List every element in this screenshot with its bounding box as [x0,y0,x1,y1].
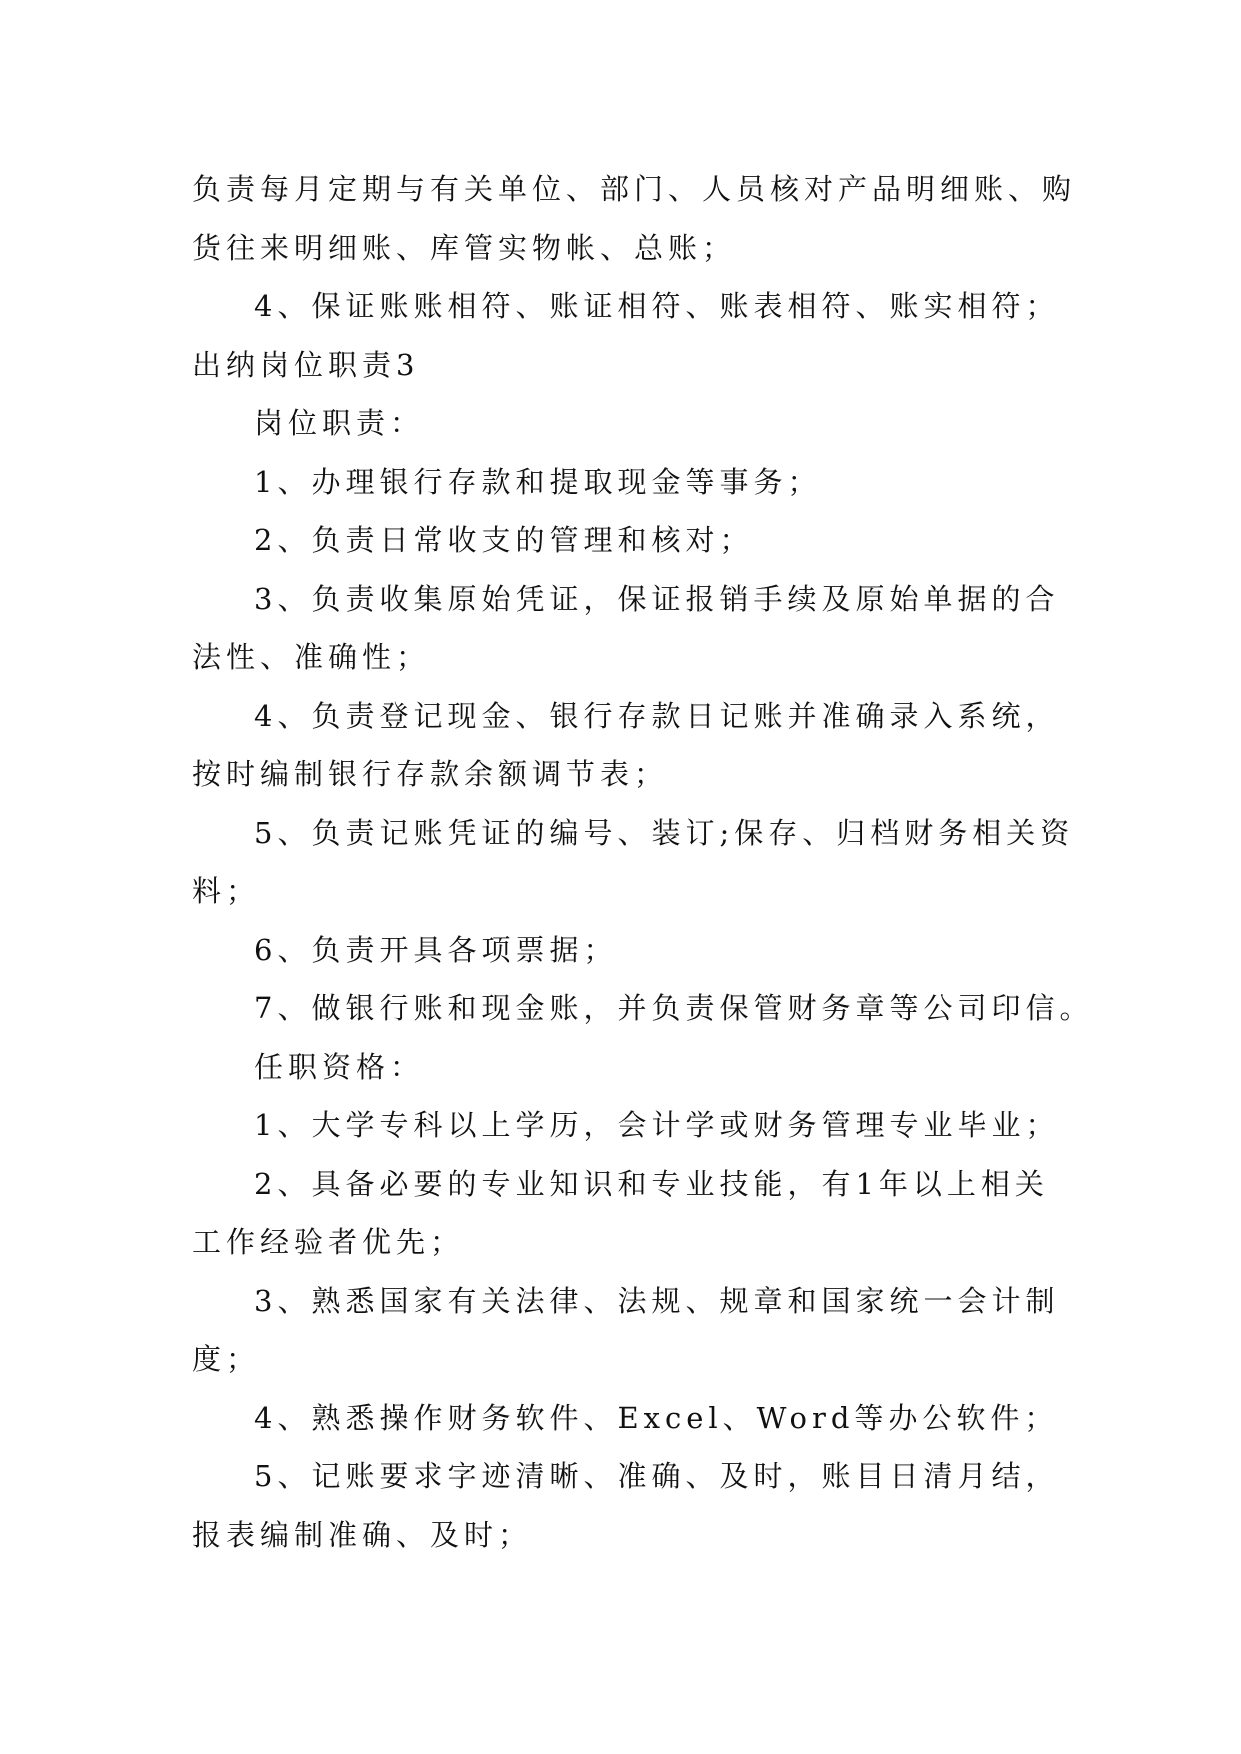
list-item: 6、负责开具各项票据； [254,932,618,967]
list-item-continuation: 法性、准确性； [192,640,431,674]
document-body [192,160,1094,1564]
list-item: 1、大学专科以上学历，会计学或财务管理专业毕业； [254,1108,1060,1142]
text-line: 负责每月定期与有关单位、部门、人员核对产品明细账、购 [192,172,1077,206]
list-item: 4、熟悉操作财务软件、Excel、Word等办公软件； [254,1400,1059,1435]
list-item-continuation: 报表编制准确、及时； [192,1517,533,1552]
section-heading: 出纳岗位职责3 [192,347,420,382]
list-item: 5、记账要求字迹清晰、准确、及时，账目日清月结， [254,1459,1060,1493]
list-item-continuation: 度； [192,1342,261,1376]
list-item-continuation: 料； [192,874,261,908]
subsection-heading: 任职资格： [254,1049,425,1084]
subsection-heading: 岗位职责： [254,406,425,440]
text-line: 4、保证账账相符、账证相符、账表相符、账实相符； [254,289,1060,323]
list-item-continuation: 按时编制银行存款余额调节表； [192,757,669,791]
list-item: 3、负责收集原始凭证，保证报销手续及原始单据的合 [254,581,1060,616]
list-item: 2、负责日常收支的管理和核对； [254,523,754,557]
list-item: 4、负责登记现金、银行存款日记账并准确录入系统， [254,698,1060,733]
list-item: 2、具备必要的专业知识和专业技能，有1年以上相关 [254,1166,1049,1201]
list-item: 1、办理银行存款和提取现金等事务； [254,464,822,499]
list-item: 7、做银行账和现金账，并负责保管财务章等公司印信。 [254,991,1094,1025]
text-line: 货往来明细账、库管实物帐、总账； [192,230,737,265]
list-item: 5、负责记账凭证的编号、装订;保存、归档财务相关资 [254,815,1075,850]
list-item: 3、熟悉国家有关法律、法规、规章和国家统一会计制 [254,1283,1060,1318]
list-item-continuation: 工作经验者优先； [192,1225,465,1259]
